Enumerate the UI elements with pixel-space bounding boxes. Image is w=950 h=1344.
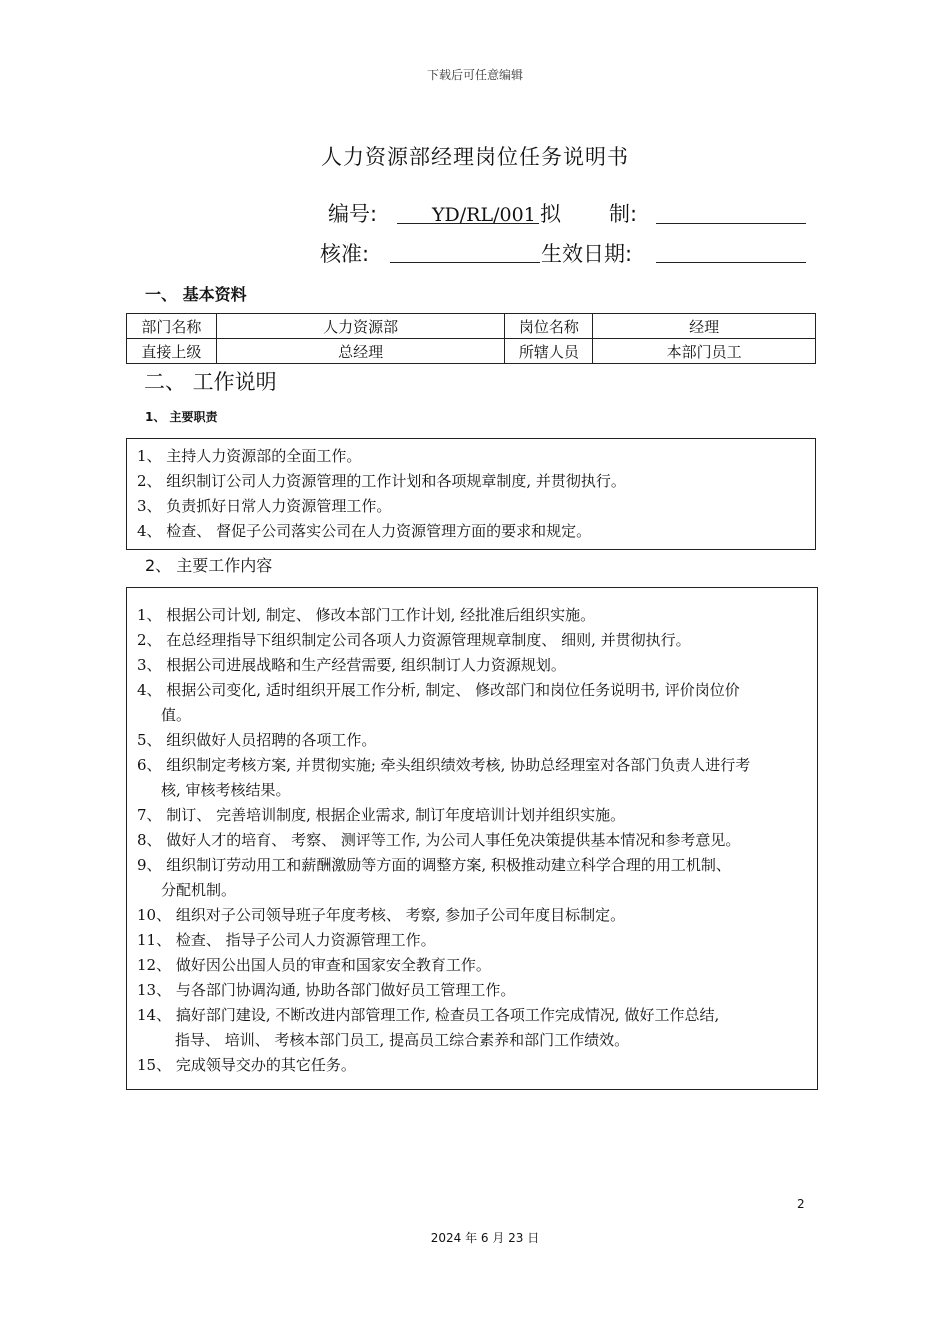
page-number: 2 — [797, 1197, 805, 1211]
list-item: 12、 做好因公出国人员的审查和国家安全教育工作。 — [137, 956, 491, 974]
list-item: 13、 与各部门协调沟通, 协助各部门做好员工管理工作。 — [137, 981, 516, 999]
list-item: 指导、 培训、 考核本部门员工, 提高员工综合素养和部门工作绩效。 — [175, 1031, 630, 1049]
effective-underline — [656, 262, 806, 263]
list-item: 4、 检查、 督促子公司落实公司在人力资源管理方面的要求和规定。 — [137, 522, 592, 540]
number-value: YD/RL/001 — [432, 204, 536, 226]
section-work-title: 二、 工作说明 — [144, 370, 277, 394]
list-item: 2、 在总经理指导下组织制定公司各项人力资源管理规章制度、 细则, 并贯彻执行。 — [137, 631, 691, 649]
table-cell: 岗位名称 — [505, 314, 593, 339]
table-cell: 部门名称 — [127, 314, 217, 339]
table-cell: 所辖人员 — [505, 339, 593, 364]
table-cell: 本部门员工 — [593, 339, 816, 364]
list-item: 3、 负责抓好日常人力资源管理工作。 — [137, 497, 392, 515]
work-content-title: 2、 主要工作内容 — [145, 556, 273, 575]
table-cell: 总经理 — [216, 339, 505, 364]
approve-underline — [390, 262, 540, 263]
table-cell: 直接上级 — [127, 339, 217, 364]
approve-label: 核准: — [320, 242, 370, 266]
table-row — [127, 339, 816, 364]
list-item: 8、 做好人才的培育、 考察、 测评等工作, 为公司人事任免决策提供基本情况和参考意见。 — [137, 831, 741, 849]
header-note: 下载后可任意编辑 — [426, 68, 523, 82]
work-content-box — [126, 587, 818, 1090]
list-item: 4、 根据公司变化, 适时组织开展工作分析, 制定、 修改部门和岗位任务说明书, 评价岗位价 — [137, 681, 740, 699]
table-cell: 经理 — [593, 314, 816, 339]
effective-label: 生效日期: — [541, 242, 633, 266]
duties-box — [126, 438, 816, 550]
made-underline — [656, 223, 806, 224]
list-item: 15、 完成领导交办的其它任务。 — [137, 1056, 356, 1074]
list-item: 5、 组织做好人员招聘的各项工作。 — [137, 731, 377, 749]
list-item: 1、 根据公司计划, 制定、 修改本部门工作计划, 经批准后组织实施。 — [137, 606, 596, 624]
list-item: 14、 搞好部门建设, 不断改进内部管理工作, 检查员工各项工作完成情况, 做好工作总结, — [137, 1006, 720, 1024]
list-item: 分配机制。 — [161, 881, 237, 899]
basic-info-table — [126, 313, 816, 364]
footer-date: 2024 年 6 月 23 日 — [430, 1231, 540, 1245]
made-label: 制: — [609, 202, 638, 226]
number-label: 编号: — [328, 202, 378, 226]
list-item: 9、 组织制订劳动用工和薪酬激励等方面的调整方案, 积极推动建立科学合理的用工机制、 — [137, 856, 731, 874]
list-item: 值。 — [161, 706, 192, 724]
list-item: 7、 制订、 完善培训制度, 根据企业需求, 制订年度培训计划并组织实施。 — [137, 806, 626, 824]
duties-title: 1、 主要职责 — [145, 410, 218, 424]
list-item: 1、 主持人力资源部的全面工作。 — [137, 447, 362, 465]
page-title: 人力资源部经理岗位任务说明书 — [321, 145, 629, 169]
number-underline — [397, 223, 539, 224]
list-item: 2、 组织制订公司人力资源管理的工作计划和各项规章制度, 并贯彻执行。 — [137, 472, 626, 490]
list-item: 3、 根据公司进展战略和生产经营需要, 组织制订人力资源规划。 — [137, 656, 566, 674]
list-item: 6、 组织制定考核方案, 并贯彻实施; 牵头组织绩效考核, 协助总经理室对各部门负责人进行考 — [137, 756, 751, 774]
list-item: 11、 检查、 指导子公司人力资源管理工作。 — [137, 931, 436, 949]
table-row — [127, 314, 816, 339]
section-basic-title: 一、 基本资料 — [145, 285, 247, 304]
draft-label: 拟 — [540, 202, 561, 226]
table-cell: 人力资源部 — [216, 314, 505, 339]
list-item: 核, 审核考核结果。 — [161, 781, 291, 799]
list-item: 10、 组织对子公司领导班子年度考核、 考察, 参加子公司年度目标制定。 — [137, 906, 626, 924]
